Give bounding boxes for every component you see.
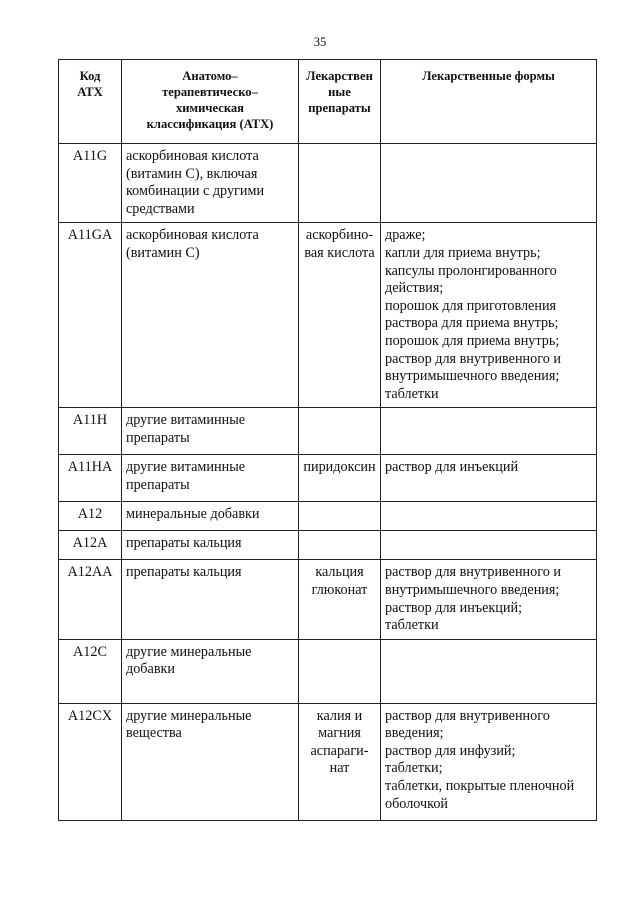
header-drugs: [299, 60, 381, 144]
drug-line: нат: [329, 760, 350, 777]
classification-line: добавки: [126, 661, 176, 678]
classification-line: препараты: [126, 476, 190, 493]
form-line: порошок для приготовления: [385, 297, 557, 314]
header-drugs-line: препараты: [308, 101, 371, 115]
drug-line: калия и: [316, 707, 363, 724]
classification-line: препараты: [126, 429, 190, 446]
table-row: [59, 639, 597, 703]
classification-cell: [122, 455, 299, 502]
drug-cell: [299, 455, 381, 502]
forms-cell: [381, 408, 597, 455]
classification-line: другие витаминные: [126, 412, 246, 429]
header-classification: [122, 60, 299, 144]
header-code: [59, 60, 122, 144]
classification-cell: [122, 408, 299, 455]
classification-line: препараты кальция: [126, 564, 242, 581]
header-classification-line: терапевтическо–: [162, 85, 258, 99]
form-line: капли для приема внутрь;: [385, 244, 541, 261]
form-line: введения;: [385, 725, 444, 742]
form-line: раствор для инъекций;: [385, 599, 523, 616]
table-row: [59, 408, 597, 455]
page-number: 35: [313, 35, 327, 49]
classification-line: другие минеральные: [126, 707, 252, 724]
form-line: раствор для внутривенного: [385, 707, 550, 724]
classification-line: средствами: [126, 200, 195, 217]
form-line: раствор для внутривенного и: [385, 564, 561, 581]
forms-cell: [381, 144, 597, 223]
atx-code-cell: A11GA: [59, 223, 122, 408]
header-drugs-line: Лекарствен: [306, 69, 373, 83]
forms-cell: [381, 639, 597, 703]
form-line: капсулы пролонгированного: [385, 262, 557, 279]
drug-line: аспараги-: [310, 742, 369, 759]
drug-line: кальция: [315, 564, 364, 581]
classification-line: другие витаминные: [126, 459, 246, 476]
atx-code-cell: A12CX: [59, 703, 122, 820]
atx-table: [58, 59, 597, 821]
classification-cell: [122, 703, 299, 820]
drug-line: магния: [318, 725, 361, 742]
table-row: [59, 144, 597, 223]
form-line: порошок для приема внутрь;: [385, 332, 560, 349]
form-line: оболочкой: [385, 795, 449, 812]
classification-line: аскорбиновая кислота: [126, 148, 259, 164]
table-row: [59, 223, 597, 408]
header-row: [59, 60, 597, 144]
drug-cell: [299, 502, 381, 531]
drug-cell: [299, 560, 381, 639]
drug-line: глюконат: [311, 581, 368, 598]
table-row: [59, 560, 597, 639]
header-code-line: АТХ: [77, 85, 103, 99]
table-row: [59, 531, 597, 560]
header-forms: [381, 60, 597, 144]
form-line: таблетки: [385, 385, 439, 402]
classification-line: вещества: [126, 725, 182, 742]
atx-code-cell: A11HA: [59, 455, 122, 502]
drug-cell: [299, 531, 381, 560]
form-line: таблетки;: [385, 760, 443, 777]
forms-cell: [381, 560, 597, 639]
classification-cell: [122, 560, 299, 639]
form-line: драже;: [385, 227, 426, 244]
drug-cell: [299, 144, 381, 223]
table-row: [59, 703, 597, 820]
forms-cell: [381, 223, 597, 408]
classification-cell: [122, 144, 299, 223]
form-line: внутримышечного введения;: [385, 581, 560, 598]
form-line: таблетки: [385, 617, 439, 634]
form-line: действия;: [385, 280, 444, 297]
atx-code-cell: A12: [59, 502, 122, 531]
header-classification-line: классификация (АТХ): [146, 117, 274, 131]
atx-code-cell: A11H: [59, 408, 122, 455]
drug-line: вая кислота: [304, 244, 375, 261]
drug-cell: [299, 639, 381, 703]
form-line: внутримышечного введения;: [385, 368, 560, 385]
header-classification-line: химическая: [176, 101, 244, 115]
drug-cell: [299, 703, 381, 820]
header-drugs-line: ные: [328, 85, 351, 99]
form-line: раствора для приема внутрь;: [385, 315, 559, 332]
classification-line: минеральные добавки: [126, 506, 260, 523]
classification-cell: [122, 223, 299, 408]
atx-code-cell: A12AA: [59, 560, 122, 639]
classification-line: аскорбиновая кислота: [126, 227, 259, 244]
atx-code-cell: A12C: [59, 639, 122, 703]
form-line: раствор для инъекций: [385, 459, 519, 476]
classification-line: другие минеральные: [126, 643, 252, 660]
drug-cell: [299, 223, 381, 408]
header-forms-line: Лекарственные формы: [422, 69, 555, 83]
classification-line: препараты кальция: [126, 535, 242, 552]
classification-cell: [122, 531, 299, 560]
classification-line: (витамин С), включая: [126, 165, 258, 182]
classification-line: (витамин С): [126, 244, 200, 261]
atx-code-cell: A12A: [59, 531, 122, 560]
header-classification-line: Анатомо–: [182, 69, 238, 83]
header-code-line: Код: [79, 69, 101, 83]
drug-line: пиридоксин: [303, 459, 376, 476]
drug-cell: [299, 408, 381, 455]
classification-line: комбинации с другими: [126, 183, 265, 200]
forms-cell: [381, 703, 597, 820]
form-line: раствор для инфузий;: [385, 742, 516, 759]
form-line: таблетки, покрытые пленочной: [385, 778, 575, 795]
forms-cell: [381, 502, 597, 531]
table-row: [59, 455, 597, 502]
forms-cell: [381, 531, 597, 560]
drug-line: аскорбино-: [305, 227, 374, 244]
classification-cell: [122, 639, 299, 703]
table-row: [59, 502, 597, 531]
atx-code-cell: A11G: [59, 144, 122, 223]
classification-cell: [122, 502, 299, 531]
forms-cell: [381, 455, 597, 502]
form-line: раствор для внутривенного и: [385, 350, 561, 367]
